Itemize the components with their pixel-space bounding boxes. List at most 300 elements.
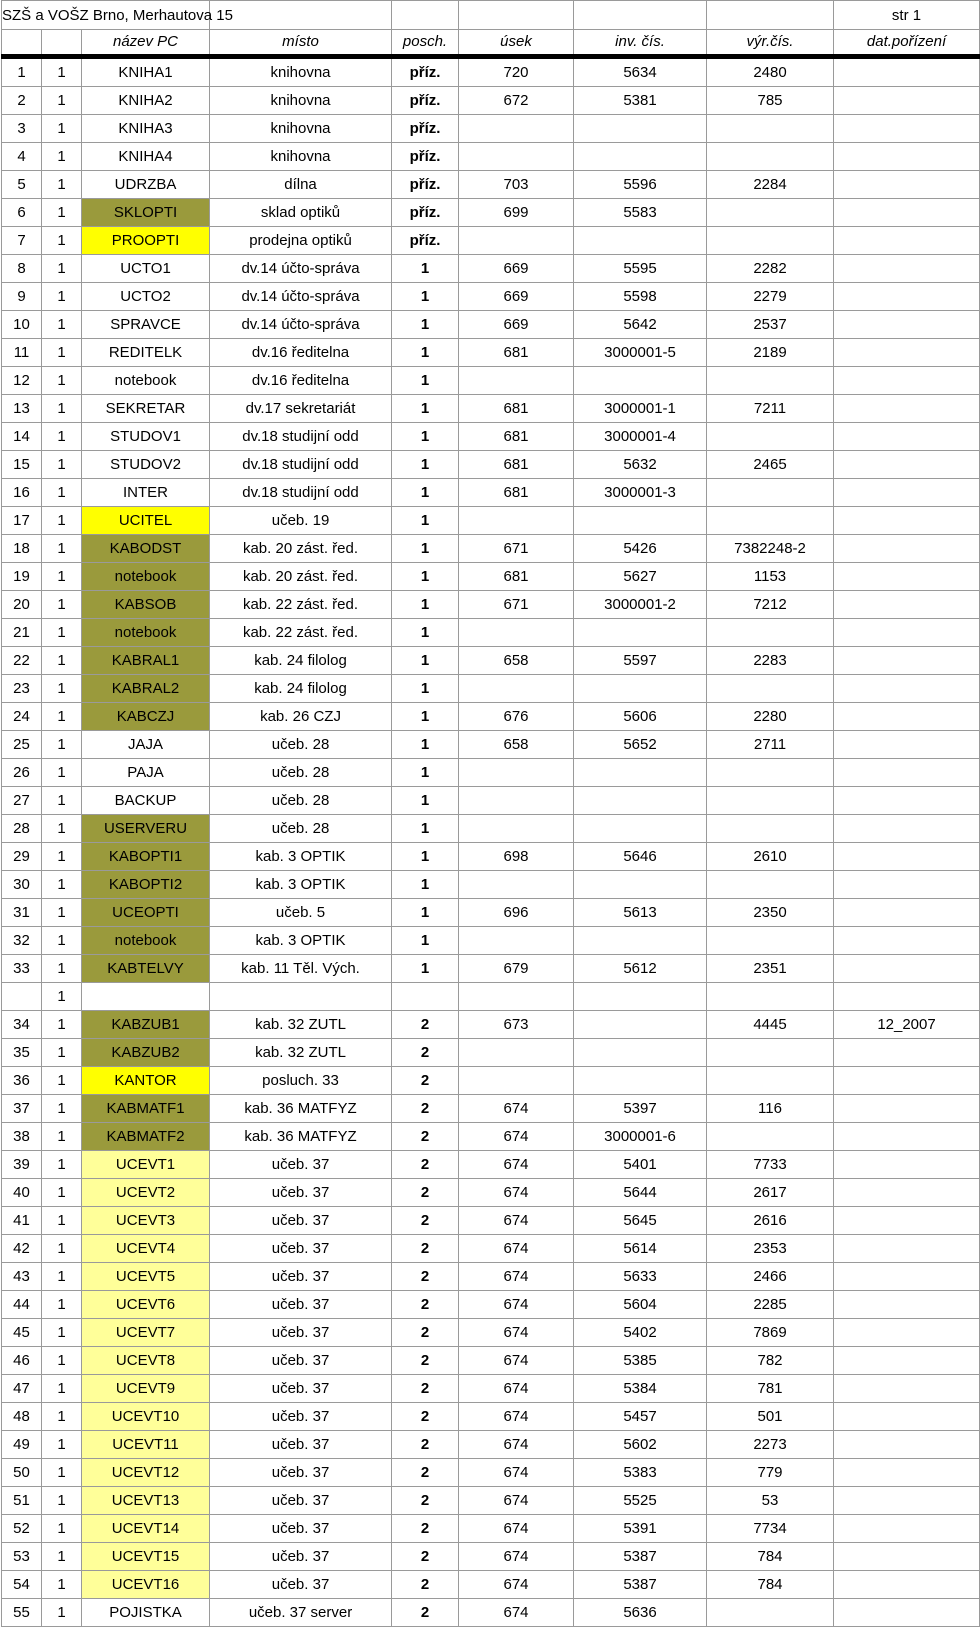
inventory-number-cell: 5402	[574, 1319, 707, 1347]
inventory-number-cell	[574, 1039, 707, 1067]
quantity-cell: 1	[42, 1095, 82, 1123]
quantity-cell: 1	[42, 535, 82, 563]
table-row	[2, 1235, 980, 1263]
section-cell: 679	[459, 955, 574, 983]
inventory-number-cell: 5401	[574, 1151, 707, 1179]
table-row	[2, 1207, 980, 1235]
row-number-cell: 35	[2, 1039, 42, 1067]
row-number-cell: 17	[2, 507, 42, 535]
floor-cell: 1	[392, 367, 459, 395]
pc-name-cell: KABTELVY	[82, 955, 210, 983]
page-number: str 1	[834, 1, 980, 30]
quantity-cell: 1	[42, 395, 82, 423]
serial-number-cell: 784	[707, 1543, 834, 1571]
section-cell: 674	[459, 1599, 574, 1627]
row-number-cell: 10	[2, 311, 42, 339]
floor-cell: 2	[392, 1151, 459, 1179]
section-cell: 674	[459, 1123, 574, 1151]
row-number-cell: 2	[2, 87, 42, 115]
quantity-cell: 1	[42, 1571, 82, 1599]
row-number-cell: 1	[2, 57, 42, 87]
location-cell: učeb. 37	[210, 1207, 392, 1235]
row-number-cell: 54	[2, 1571, 42, 1599]
pc-name-cell: UCTO2	[82, 283, 210, 311]
inventory-number-cell: 3000001-4	[574, 423, 707, 451]
row-number-cell: 31	[2, 899, 42, 927]
location-cell: učeb. 5	[210, 899, 392, 927]
location-cell: učeb. 28	[210, 759, 392, 787]
serial-number-cell: 2283	[707, 647, 834, 675]
section-cell: 676	[459, 703, 574, 731]
serial-number-cell: 2285	[707, 1291, 834, 1319]
table-row	[2, 843, 980, 871]
serial-number-cell: 784	[707, 1571, 834, 1599]
pc-name-cell: KNIHA1	[82, 57, 210, 87]
table-row	[2, 1459, 980, 1487]
section-cell	[459, 815, 574, 843]
section-cell: 674	[459, 1431, 574, 1459]
floor-cell: 2	[392, 1263, 459, 1291]
purchase-date-cell	[834, 759, 980, 787]
serial-number-cell: 116	[707, 1095, 834, 1123]
quantity-cell: 1	[42, 479, 82, 507]
floor-cell: 2	[392, 1039, 459, 1067]
quantity-cell: 1	[42, 871, 82, 899]
inventory-number-cell: 5646	[574, 843, 707, 871]
pc-name-cell: UCEOPTI	[82, 899, 210, 927]
purchase-date-cell	[834, 339, 980, 367]
floor-cell	[392, 983, 459, 1011]
floor-cell: 2	[392, 1459, 459, 1487]
purchase-date-cell	[834, 87, 980, 115]
column-header-row	[2, 30, 980, 57]
section-cell: 681	[459, 451, 574, 479]
floor-cell: 1	[392, 395, 459, 423]
serial-number-cell: 1153	[707, 563, 834, 591]
row-number-cell: 3	[2, 115, 42, 143]
location-cell: knihovna	[210, 87, 392, 115]
serial-number-cell	[707, 507, 834, 535]
row-number-cell: 47	[2, 1375, 42, 1403]
floor-cell: příz.	[392, 171, 459, 199]
purchase-date-cell	[834, 1487, 980, 1515]
quantity-cell: 1	[42, 507, 82, 535]
table-row	[2, 1319, 980, 1347]
floor-cell: 1	[392, 703, 459, 731]
inventory-number-cell: 5384	[574, 1375, 707, 1403]
location-cell: dv.18 studijní odd	[210, 423, 392, 451]
purchase-date-cell	[834, 143, 980, 171]
row-number-cell: 26	[2, 759, 42, 787]
column-header-inventory-number: inv. čís.	[574, 30, 707, 57]
section-cell: 669	[459, 283, 574, 311]
serial-number-cell	[707, 927, 834, 955]
table-row	[2, 1347, 980, 1375]
serial-number-cell: 7212	[707, 591, 834, 619]
inventory-number-cell: 5426	[574, 535, 707, 563]
row-number-cell: 49	[2, 1431, 42, 1459]
inventory-number-cell: 3000001-2	[574, 591, 707, 619]
purchase-date-cell	[834, 1123, 980, 1151]
inventory-number-cell	[574, 1067, 707, 1095]
section-cell	[459, 115, 574, 143]
floor-cell: 1	[392, 619, 459, 647]
floor-cell: příz.	[392, 115, 459, 143]
location-cell: učeb. 37	[210, 1571, 392, 1599]
inventory-number-cell	[574, 815, 707, 843]
section-cell: 669	[459, 311, 574, 339]
inventory-number-cell: 5597	[574, 647, 707, 675]
purchase-date-cell	[834, 647, 980, 675]
location-cell: sklad optiků	[210, 199, 392, 227]
title-spacer	[210, 1, 392, 30]
inventory-number-cell	[574, 675, 707, 703]
serial-number-cell: 2189	[707, 339, 834, 367]
floor-cell: 2	[392, 1571, 459, 1599]
location-cell: dílna	[210, 171, 392, 199]
pc-name-cell: notebook	[82, 367, 210, 395]
row-number-cell: 13	[2, 395, 42, 423]
row-number-cell: 21	[2, 619, 42, 647]
section-cell	[459, 1039, 574, 1067]
serial-number-cell	[707, 479, 834, 507]
location-cell: učeb. 37	[210, 1291, 392, 1319]
location-cell: učeb. 37	[210, 1235, 392, 1263]
inventory-number-cell: 5598	[574, 283, 707, 311]
section-cell: 674	[459, 1347, 574, 1375]
column-header	[42, 30, 82, 57]
serial-number-cell: 2610	[707, 843, 834, 871]
serial-number-cell	[707, 199, 834, 227]
quantity-cell: 1	[42, 199, 82, 227]
serial-number-cell	[707, 227, 834, 255]
inventory-number-cell	[574, 143, 707, 171]
row-number-cell: 32	[2, 927, 42, 955]
purchase-date-cell	[834, 479, 980, 507]
quantity-cell: 1	[42, 927, 82, 955]
serial-number-cell: 7869	[707, 1319, 834, 1347]
table-row	[2, 731, 980, 759]
floor-cell: 2	[392, 1403, 459, 1431]
row-number-cell: 39	[2, 1151, 42, 1179]
section-cell: 681	[459, 395, 574, 423]
pc-name-cell: KABCZJ	[82, 703, 210, 731]
section-cell: 699	[459, 199, 574, 227]
inventory-number-cell: 5632	[574, 451, 707, 479]
serial-number-cell: 2351	[707, 955, 834, 983]
serial-number-cell: 2280	[707, 703, 834, 731]
purchase-date-cell	[834, 1207, 980, 1235]
floor-cell: příz.	[392, 143, 459, 171]
table-row	[2, 1375, 980, 1403]
row-number-cell: 33	[2, 955, 42, 983]
table-row	[2, 1515, 980, 1543]
purchase-date-cell	[834, 731, 980, 759]
purchase-date-cell	[834, 1347, 980, 1375]
serial-number-cell: 7211	[707, 395, 834, 423]
row-number-cell: 6	[2, 199, 42, 227]
table-row	[2, 955, 980, 983]
inventory-number-cell: 5604	[574, 1291, 707, 1319]
sheet-title: SZŠ a VOŠZ Brno, Merhautova 15	[2, 1, 210, 30]
inventory-number-cell: 5652	[574, 731, 707, 759]
section-cell: 720	[459, 57, 574, 87]
purchase-date-cell	[834, 927, 980, 955]
inventory-number-cell: 5596	[574, 171, 707, 199]
serial-number-cell: 501	[707, 1403, 834, 1431]
floor-cell: 1	[392, 507, 459, 535]
inventory-number-cell	[574, 787, 707, 815]
inventory-number-cell: 5397	[574, 1095, 707, 1123]
serial-number-cell	[707, 759, 834, 787]
serial-number-cell: 2353	[707, 1235, 834, 1263]
purchase-date-cell	[834, 1571, 980, 1599]
table-row	[2, 1151, 980, 1179]
serial-number-cell: 2711	[707, 731, 834, 759]
pc-name-cell: UCTO1	[82, 255, 210, 283]
floor-cell: příz.	[392, 57, 459, 87]
row-number-cell: 20	[2, 591, 42, 619]
row-number-cell: 55	[2, 1599, 42, 1627]
purchase-date-cell	[834, 899, 980, 927]
table-row	[2, 367, 980, 395]
inventory-number-cell: 5642	[574, 311, 707, 339]
pc-name-cell: KABRAL2	[82, 675, 210, 703]
purchase-date-cell	[834, 367, 980, 395]
serial-number-cell	[707, 423, 834, 451]
pc-name-cell: KNIHA2	[82, 87, 210, 115]
row-number-cell: 45	[2, 1319, 42, 1347]
serial-number-cell	[707, 871, 834, 899]
floor-cell: 2	[392, 1515, 459, 1543]
row-number-cell: 34	[2, 1011, 42, 1039]
purchase-date-cell	[834, 115, 980, 143]
section-cell: 674	[459, 1571, 574, 1599]
location-cell	[210, 983, 392, 1011]
row-number-cell: 7	[2, 227, 42, 255]
row-number-cell	[2, 983, 42, 1011]
pc-name-cell: UCEVT7	[82, 1319, 210, 1347]
quantity-cell: 1	[42, 843, 82, 871]
serial-number-cell: 4445	[707, 1011, 834, 1039]
pc-name-cell: UDRZBA	[82, 171, 210, 199]
purchase-date-cell	[834, 1431, 980, 1459]
section-cell: 674	[459, 1319, 574, 1347]
floor-cell: 2	[392, 1347, 459, 1375]
serial-number-cell	[707, 619, 834, 647]
location-cell: učeb. 19	[210, 507, 392, 535]
floor-cell: 1	[392, 871, 459, 899]
pc-name-cell	[82, 983, 210, 1011]
inventory-number-cell	[574, 927, 707, 955]
table-row	[2, 563, 980, 591]
inventory-number-cell: 5633	[574, 1263, 707, 1291]
purchase-date-cell	[834, 1543, 980, 1571]
location-cell: učeb. 37	[210, 1263, 392, 1291]
serial-number-cell: 785	[707, 87, 834, 115]
quantity-cell: 1	[42, 1543, 82, 1571]
location-cell: kab. 36 MATFYZ	[210, 1095, 392, 1123]
quantity-cell: 1	[42, 1179, 82, 1207]
inventory-number-cell	[574, 507, 707, 535]
inventory-number-cell: 5645	[574, 1207, 707, 1235]
floor-cell: 1	[392, 647, 459, 675]
location-cell: učeb. 37	[210, 1179, 392, 1207]
row-number-cell: 15	[2, 451, 42, 479]
purchase-date-cell	[834, 983, 980, 1011]
location-cell: kab. 32 ZUTL	[210, 1011, 392, 1039]
row-number-cell: 43	[2, 1263, 42, 1291]
title-row	[2, 1, 980, 30]
purchase-date-cell	[834, 1235, 980, 1263]
table-row	[2, 899, 980, 927]
quantity-cell: 1	[42, 983, 82, 1011]
serial-number-cell	[707, 787, 834, 815]
serial-number-cell: 2465	[707, 451, 834, 479]
quantity-cell: 1	[42, 1207, 82, 1235]
floor-cell: 1	[392, 479, 459, 507]
floor-cell: 2	[392, 1487, 459, 1515]
location-cell: knihovna	[210, 143, 392, 171]
purchase-date-cell	[834, 815, 980, 843]
serial-number-cell: 2282	[707, 255, 834, 283]
inventory-number-cell	[574, 619, 707, 647]
inventory-number-cell	[574, 227, 707, 255]
purchase-date-cell	[834, 1179, 980, 1207]
section-cell: 674	[459, 1515, 574, 1543]
quantity-cell: 1	[42, 1515, 82, 1543]
purchase-date-cell	[834, 1599, 980, 1627]
purchase-date-cell	[834, 787, 980, 815]
floor-cell: 1	[392, 535, 459, 563]
quantity-cell: 1	[42, 171, 82, 199]
inventory-table	[1, 0, 980, 1627]
purchase-date-cell	[834, 535, 980, 563]
serial-number-cell: 2273	[707, 1431, 834, 1459]
quantity-cell: 1	[42, 451, 82, 479]
table-row	[2, 647, 980, 675]
location-cell: učeb. 37	[210, 1515, 392, 1543]
pc-name-cell: UCEVT15	[82, 1543, 210, 1571]
pc-name-cell: KABRAL1	[82, 647, 210, 675]
column-header-serial-number: výr.čís.	[707, 30, 834, 57]
pc-name-cell: STUDOV1	[82, 423, 210, 451]
floor-cell: 1	[392, 815, 459, 843]
table-row	[2, 815, 980, 843]
serial-number-cell: 53	[707, 1487, 834, 1515]
location-cell: kab. 36 MATFYZ	[210, 1123, 392, 1151]
column-header-pc-name: název PC	[82, 30, 210, 57]
location-cell: učeb. 37	[210, 1375, 392, 1403]
table-row	[2, 87, 980, 115]
floor-cell: 2	[392, 1179, 459, 1207]
section-cell: 698	[459, 843, 574, 871]
table-row	[2, 423, 980, 451]
location-cell: kab. 22 zást. řed.	[210, 591, 392, 619]
inventory-number-cell: 5613	[574, 899, 707, 927]
table-row	[2, 199, 980, 227]
inventory-number-cell	[574, 759, 707, 787]
purchase-date-cell	[834, 227, 980, 255]
location-cell: učeb. 37	[210, 1319, 392, 1347]
pc-name-cell: UCEVT3	[82, 1207, 210, 1235]
location-cell: dv.18 studijní odd	[210, 479, 392, 507]
pc-name-cell: notebook	[82, 563, 210, 591]
row-number-cell: 22	[2, 647, 42, 675]
quantity-cell: 1	[42, 955, 82, 983]
floor-cell: 2	[392, 1235, 459, 1263]
section-cell: 674	[459, 1375, 574, 1403]
quantity-cell: 1	[42, 1235, 82, 1263]
serial-number-cell: 2537	[707, 311, 834, 339]
section-cell: 674	[459, 1207, 574, 1235]
row-number-cell: 16	[2, 479, 42, 507]
location-cell: dv.18 studijní odd	[210, 451, 392, 479]
row-number-cell: 11	[2, 339, 42, 367]
location-cell: učeb. 37	[210, 1151, 392, 1179]
section-cell: 674	[459, 1151, 574, 1179]
quantity-cell: 1	[42, 311, 82, 339]
row-number-cell: 25	[2, 731, 42, 759]
serial-number-cell: 779	[707, 1459, 834, 1487]
section-cell	[459, 1067, 574, 1095]
purchase-date-cell	[834, 955, 980, 983]
pc-name-cell: UCEVT1	[82, 1151, 210, 1179]
location-cell: učeb. 28	[210, 787, 392, 815]
pc-name-cell: POJISTKA	[82, 1599, 210, 1627]
section-cell: 674	[459, 1095, 574, 1123]
floor-cell: 2	[392, 1207, 459, 1235]
quantity-cell: 1	[42, 143, 82, 171]
floor-cell: 1	[392, 731, 459, 759]
location-cell: kab. 20 zást. řed.	[210, 563, 392, 591]
table-row	[2, 759, 980, 787]
serial-number-cell: 2284	[707, 171, 834, 199]
quantity-cell: 1	[42, 899, 82, 927]
inventory-number-cell: 5383	[574, 1459, 707, 1487]
purchase-date-cell	[834, 871, 980, 899]
table-row	[2, 255, 980, 283]
pc-name-cell: UCEVT4	[82, 1235, 210, 1263]
column-header-purchase-date: dat.pořízení	[834, 30, 980, 57]
quantity-cell: 1	[42, 255, 82, 283]
pc-name-cell: PROOPTI	[82, 227, 210, 255]
serial-number-cell	[707, 367, 834, 395]
table-row	[2, 675, 980, 703]
row-number-cell: 8	[2, 255, 42, 283]
location-cell: dv.16 ředitelna	[210, 339, 392, 367]
quantity-cell: 1	[42, 283, 82, 311]
quantity-cell: 1	[42, 1599, 82, 1627]
row-number-cell: 42	[2, 1235, 42, 1263]
floor-cell: 1	[392, 843, 459, 871]
serial-number-cell	[707, 143, 834, 171]
floor-cell: 1	[392, 955, 459, 983]
section-cell: 669	[459, 255, 574, 283]
location-cell: dv.17 sekretariát	[210, 395, 392, 423]
pc-name-cell: REDITELK	[82, 339, 210, 367]
serial-number-cell: 2616	[707, 1207, 834, 1235]
location-cell: dv.14 účto-správa	[210, 311, 392, 339]
quantity-cell: 1	[42, 815, 82, 843]
pc-name-cell: SEKRETAR	[82, 395, 210, 423]
table-row	[2, 395, 980, 423]
serial-number-cell	[707, 815, 834, 843]
section-cell: 673	[459, 1011, 574, 1039]
quantity-cell: 1	[42, 1431, 82, 1459]
table-row	[2, 451, 980, 479]
purchase-date-cell	[834, 451, 980, 479]
